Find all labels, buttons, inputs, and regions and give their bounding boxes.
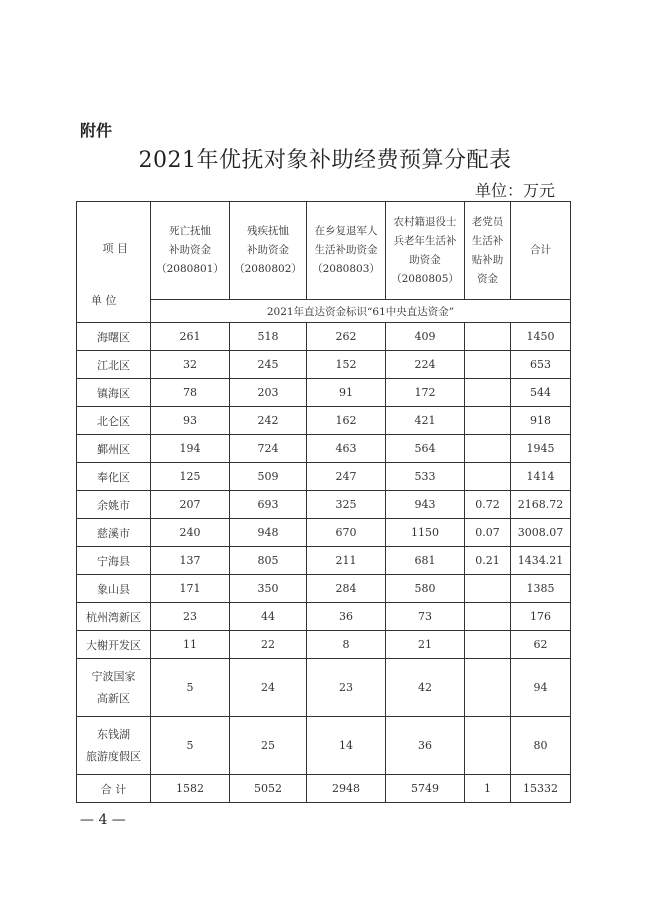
row-name: 北仑区: [77, 407, 151, 435]
cell-value: [465, 603, 511, 631]
cell-value: 693: [230, 491, 307, 519]
cell-value: 724: [230, 435, 307, 463]
cell-value: 1582: [151, 775, 230, 803]
cell-total: 176: [511, 603, 571, 631]
table-row: [77, 435, 571, 463]
table-row: [77, 603, 571, 631]
row-name: 大榭开发区: [77, 631, 151, 659]
cell-value: 580: [386, 575, 465, 603]
cell-total: 918: [511, 407, 571, 435]
cell-value: 32: [151, 351, 230, 379]
cell-value: 36: [307, 603, 386, 631]
cell-value: 203: [230, 379, 307, 407]
cell-value: 172: [386, 379, 465, 407]
cell-value: 42: [386, 659, 465, 717]
cell-value: 533: [386, 463, 465, 491]
cell-value: 242: [230, 407, 307, 435]
corner-header-cell: [77, 202, 151, 323]
cell-total: 15332: [511, 775, 571, 803]
cell-value: 247: [307, 463, 386, 491]
table-row: [77, 463, 571, 491]
cell-value: 1: [465, 775, 511, 803]
table-row: [77, 631, 571, 659]
cell-value: 91: [307, 379, 386, 407]
cell-value: [465, 407, 511, 435]
cell-value: 22: [230, 631, 307, 659]
cell-value: 1150: [386, 519, 465, 547]
cell-value: 0.21: [465, 547, 511, 575]
cell-total: 3008.07: [511, 519, 571, 547]
table-header-row: [77, 202, 571, 300]
row-name: 鄞州区: [77, 435, 151, 463]
document-title: 2021年优抚对象补助经费预算分配表: [138, 148, 512, 173]
cell-value: 23: [307, 659, 386, 717]
corner-bottom-label: 单 位: [91, 294, 117, 307]
row-name: 镇海区: [77, 379, 151, 407]
cell-value: [465, 659, 511, 717]
cell-value: 152: [307, 351, 386, 379]
cell-value: [465, 717, 511, 775]
cell-value: 284: [307, 575, 386, 603]
cell-value: 350: [230, 575, 307, 603]
cell-value: 11: [151, 631, 230, 659]
cell-total: 2168.72: [511, 491, 571, 519]
header-cell: 农村籍退役士 兵老年生活补 助资金 （2080805）: [386, 202, 465, 300]
table-row: [77, 717, 571, 775]
cell-value: 21: [386, 631, 465, 659]
row-name: 宁波国家 高新区: [77, 659, 151, 717]
cell-value: 681: [386, 547, 465, 575]
cell-total: 544: [511, 379, 571, 407]
cell-value: 948: [230, 519, 307, 547]
row-name: 宁海县: [77, 547, 151, 575]
cell-value: 0.72: [465, 491, 511, 519]
table-row: [77, 659, 571, 717]
page-number: — 4 —: [80, 812, 126, 828]
header-cell: 死亡抚恤 补助资金 （2080801）: [151, 202, 230, 300]
cell-value: 162: [307, 407, 386, 435]
table-row: [77, 351, 571, 379]
cell-value: 44: [230, 603, 307, 631]
cell-value: 509: [230, 463, 307, 491]
cell-total: 653: [511, 351, 571, 379]
row-name: 象山县: [77, 575, 151, 603]
header-cell: 在乡复退军人 生活补助资金 （2080803）: [307, 202, 386, 300]
table-row: [77, 407, 571, 435]
total-row-name: 合 计: [77, 775, 151, 803]
cell-value: 564: [386, 435, 465, 463]
cell-total: 1385: [511, 575, 571, 603]
cell-value: 409: [386, 323, 465, 351]
cell-value: 224: [386, 351, 465, 379]
cell-value: 171: [151, 575, 230, 603]
header-cell-total: 合计: [511, 202, 571, 300]
cell-value: 262: [307, 323, 386, 351]
cell-value: 8: [307, 631, 386, 659]
cell-value: 943: [386, 491, 465, 519]
cell-value: [465, 435, 511, 463]
cell-value: 36: [386, 717, 465, 775]
cell-total: 80: [511, 717, 571, 775]
cell-total: 1434.21: [511, 547, 571, 575]
cell-value: 25: [230, 717, 307, 775]
budget-table: [76, 201, 571, 803]
table-row: [77, 379, 571, 407]
cell-total: 1945: [511, 435, 571, 463]
cell-value: 2948: [307, 775, 386, 803]
row-name: 余姚市: [77, 491, 151, 519]
cell-value: 137: [151, 547, 230, 575]
cell-total: 1414: [511, 463, 571, 491]
cell-value: [465, 351, 511, 379]
unit-label: 单位：万元: [474, 181, 555, 200]
cell-value: [465, 631, 511, 659]
cell-value: 93: [151, 407, 230, 435]
attachment-label: 附件: [80, 121, 113, 140]
cell-total: 1450: [511, 323, 571, 351]
cell-value: 14: [307, 717, 386, 775]
cell-value: 261: [151, 323, 230, 351]
cell-value: 518: [230, 323, 307, 351]
cell-value: 211: [307, 547, 386, 575]
table-row: [77, 519, 571, 547]
cell-value: 670: [307, 519, 386, 547]
table-row: [77, 575, 571, 603]
cell-value: 5749: [386, 775, 465, 803]
subheader-row: [77, 300, 571, 323]
cell-value: 5: [151, 717, 230, 775]
corner-top-label: 项 目: [102, 242, 128, 255]
cell-total: 94: [511, 659, 571, 717]
header-cell: 残疾抚恤 补助资金 （2080802）: [230, 202, 307, 300]
cell-value: 325: [307, 491, 386, 519]
cell-value: 5052: [230, 775, 307, 803]
cell-value: [465, 379, 511, 407]
cell-value: 421: [386, 407, 465, 435]
row-name: 海曙区: [77, 323, 151, 351]
row-name: 奉化区: [77, 463, 151, 491]
cell-value: [465, 323, 511, 351]
cell-value: 207: [151, 491, 230, 519]
cell-value: 125: [151, 463, 230, 491]
table-row: [77, 547, 571, 575]
cell-value: 245: [230, 351, 307, 379]
table-row: [77, 323, 571, 351]
total-row: [77, 775, 571, 803]
cell-value: 23: [151, 603, 230, 631]
cell-value: 73: [386, 603, 465, 631]
cell-value: 5: [151, 659, 230, 717]
cell-value: 463: [307, 435, 386, 463]
cell-value: 24: [230, 659, 307, 717]
table-row: [77, 491, 571, 519]
row-name: 东钱湖 旅游度假区: [77, 717, 151, 775]
cell-value: [465, 463, 511, 491]
cell-value: 78: [151, 379, 230, 407]
subheader-cell: 2021年直达资金标识“61中央直达资金”: [151, 300, 571, 323]
header-cell: 老党员 生活补 贴补助 资金: [465, 202, 511, 300]
cell-value: 805: [230, 547, 307, 575]
row-name: 慈溪市: [77, 519, 151, 547]
cell-value: 240: [151, 519, 230, 547]
cell-total: 62: [511, 631, 571, 659]
row-name: 杭州湾新区: [77, 603, 151, 631]
row-name: 江北区: [77, 351, 151, 379]
cell-value: [465, 575, 511, 603]
cell-value: 194: [151, 435, 230, 463]
cell-value: 0.07: [465, 519, 511, 547]
